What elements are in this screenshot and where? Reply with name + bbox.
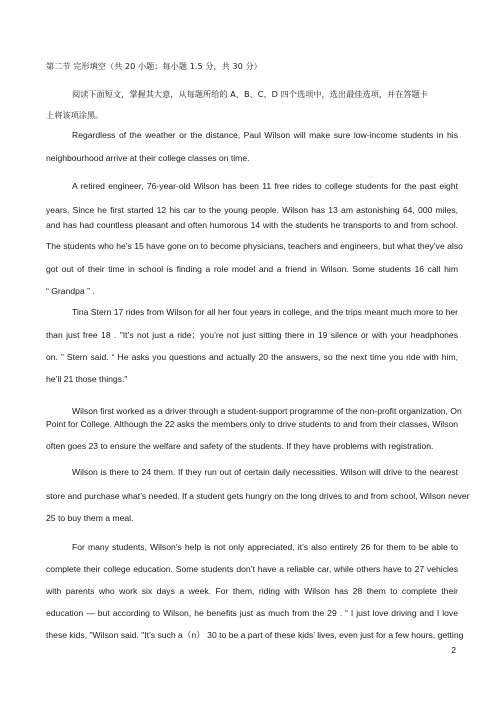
instructions-line-1: 阅读下面短文，掌握其大意，从每题所给的 A、B、C、D 四个选项中，选出最佳选项，并在答题卡 (72, 89, 428, 99)
passage-line: often goes 23 to ensure the welfare and safety of the students. If they have problems with registration. (46, 441, 434, 451)
passage-line: these kids, "Wilson said. "It’s such a（n） 30 to be a part of these kids’ lives, even just for a few hours, getting (46, 630, 464, 640)
passage-line: complete their college education. Some students don’t have a reliable car, while others have to 27 vehicles (46, 564, 458, 574)
passage-line: For many students, Wilson’s help is not only appreciated, it’s also entirely 26 for them to be able to (72, 542, 458, 552)
passage-line: he’ll 21 those things." (46, 374, 128, 384)
section-heading: 第二节 完形填空（共 20 小题；每小题 1.5 分，共 30 分） (46, 61, 262, 71)
passage-line: and has had countless pleasant and often humorous 14 with the students he transports to and from school. (46, 220, 458, 230)
passage-line: with parents who work six days a week. For them, riding with Wilson has 28 them to complete their (46, 586, 458, 596)
passage-line: store and purchase what’s needed. If a student gets hungry on the long drives to and from school, Wilson never (46, 491, 470, 501)
passage-line: Tina Stern 17 rides from Wilson for all her four years in college, and the trips meant much more to her (72, 307, 458, 317)
passage-line: Wilson is there to 24 them. If they run out of certain daily necessities. Wilson will drive to the nearest (72, 467, 458, 477)
passage-line: Wilson first worked as a driver through a student-support programme of the non-profit organization, On (72, 406, 462, 416)
passage-line: on. ” Stern said. “ He asks you questions and actually 20 the answers, so the next time you ride with him, (46, 352, 458, 362)
passage-line: Regardless of the weather or the distance, Paul Wilson will make sure low-income students in his (72, 130, 458, 140)
passage-line: 25 to buy them a meal. (46, 513, 134, 523)
passage-line: “ Grandpa ” . (46, 286, 95, 296)
passage-line: than just free 18 . "It’s not just a ride；you’re not just sitting there in 19 silence or with your headphones (46, 330, 458, 340)
passage-line: A retired engineer, 76-year-old Wilson has been 11 free rides to college students for the past eight (72, 181, 458, 191)
passage-line: Point for College. Although the 22 asks the members only to drive students to and from their classes, Wilson (46, 419, 458, 429)
passage-line: years. Since he first started 12 his car to the young people. Wilson has 13 am astonishing 64, 000 miles, (46, 205, 458, 215)
passage-line: got out of their time in school is finding a role model and a friend in Wilson. Some students 16 call him (46, 264, 458, 274)
page-number: 2 (451, 645, 456, 655)
passage-line: education — but according to Wilson, he benefits just as much from the 29 . “ I just love driving and I love (46, 608, 458, 618)
instructions-line-2: 上将该项涂黑。 (46, 110, 104, 120)
passage-line: The students who he’s 15 have gone on to become physicians, teachers and engineers, but what they’ve also (46, 241, 463, 251)
passage-line: neighbourhood arrive at their college classes on time. (46, 153, 250, 163)
